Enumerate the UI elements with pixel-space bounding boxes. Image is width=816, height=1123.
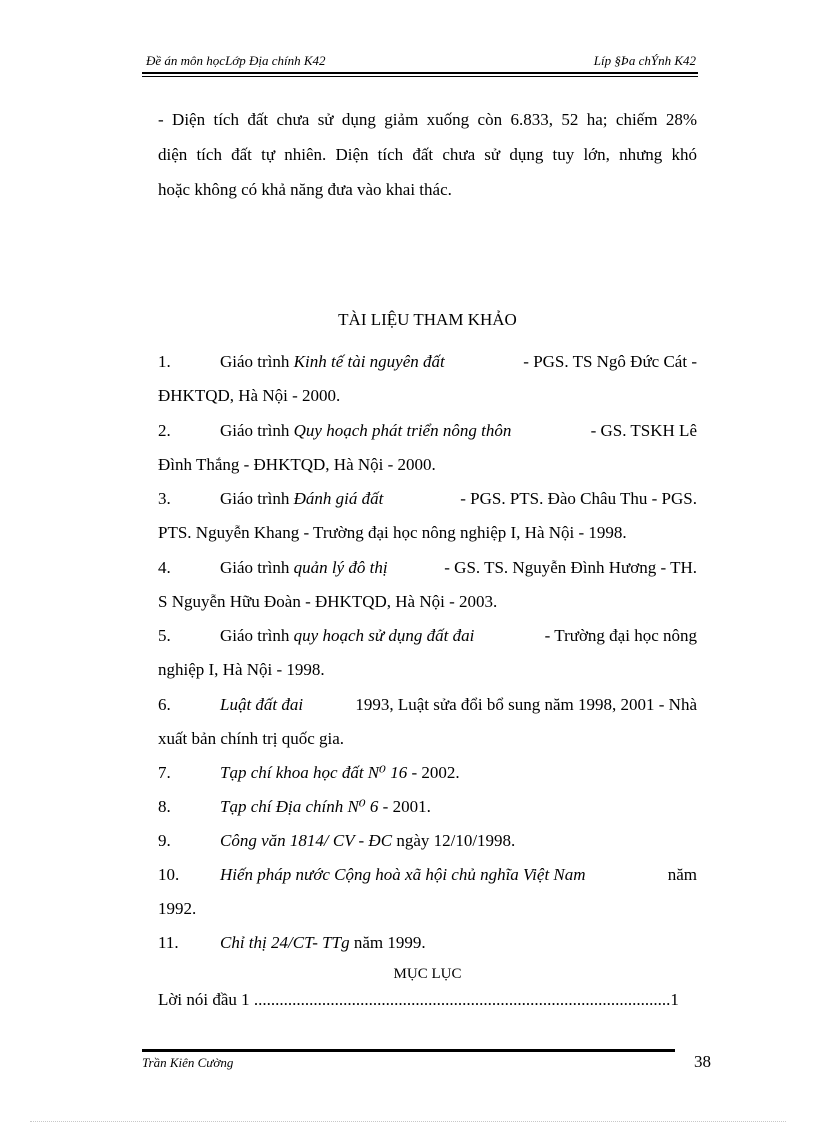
intro-line: diện tích đất tự nhiên. Diện tích đất chưa sử dụng tuy lớn, nhưng khó	[158, 145, 697, 164]
intro-line: - Diện tích đất chưa sử dụng giảm xuống còn 6.833, 52 ha; chiếm 28%	[158, 110, 697, 129]
reference-continuation: ĐHKTQD, Hà Nội - 2000.	[158, 386, 341, 405]
reference-item	[158, 926, 697, 960]
reference-number: 10.	[158, 865, 180, 884]
reference-details: - 2002.	[407, 763, 460, 782]
reference-title: Đánh giá đất	[293, 489, 384, 508]
reference-title: Tạp chí Địa chính N⁰ 6	[220, 797, 379, 816]
toc-entry: Lời nói đầu 1 ..................................................................................................1	[158, 990, 679, 1009]
reference-prefix: Giáo trình	[220, 421, 294, 440]
reference-title: Quy hoạch phát triển nông thôn	[293, 421, 512, 440]
header-right-text: Líp §Þa chÝnh K42	[593, 53, 696, 68]
toc-title: MỤC LỤC	[393, 966, 462, 982]
reference-number: 6.	[158, 695, 171, 714]
reference-details: 1993, Luật sửa đổi bổ sung năm 1998, 2001 - Nhà	[351, 695, 697, 714]
reference-item	[158, 482, 697, 550]
reference-details: ngày 12/10/1998.	[392, 831, 516, 850]
reference-prefix: Giáo trình	[220, 489, 294, 508]
header-rule	[142, 72, 698, 74]
reference-number: 5.	[158, 626, 171, 645]
reference-item	[158, 824, 697, 858]
reference-continuation: S Nguyễn Hữu Đoàn - ĐHKTQD, Hà Nội - 2003.	[158, 592, 498, 611]
reference-title: Hiến pháp nước Cộng hoà xã hội chủ nghĩa Việt Nam	[220, 865, 586, 884]
reference-continuation: nghiệp I, Hà Nội - 1998.	[158, 660, 325, 679]
reference-item	[158, 619, 697, 687]
reference-title: quy hoạch sử dụng đất đai	[293, 626, 475, 645]
footer-author: Trần Kiên Cường	[142, 1055, 234, 1070]
reference-title: quản lý đô thị	[293, 558, 388, 577]
reference-title: Tạp chí khoa học đất N⁰ 16	[220, 763, 408, 782]
reference-number: 4.	[158, 558, 171, 577]
reference-number: 11.	[158, 933, 179, 952]
page-boundary-line	[30, 1121, 786, 1122]
reference-title: Luật đất đai	[220, 695, 304, 714]
reference-prefix: Giáo trình	[220, 626, 294, 645]
reference-title: Công văn 1814/ CV - ĐC	[220, 831, 393, 850]
reference-number: 2.	[158, 421, 171, 440]
reference-details: - GS. TS. Nguyễn Đình Hương - TH.	[440, 558, 697, 577]
reference-details: năm	[663, 865, 697, 884]
reference-number: 1.	[158, 352, 171, 371]
reference-item	[158, 756, 697, 790]
reference-continuation: 1992.	[158, 899, 197, 918]
reference-continuation: PTS. Nguyễn Khang - Trường đại học nông nghiệp I, Hà Nội - 1998.	[158, 523, 627, 542]
reference-number: 7.	[158, 763, 171, 782]
header-left-text: Đề án môn họcLớp Địa chính K42	[146, 53, 326, 68]
reference-title: Chỉ thị 24/CT- TTg	[220, 933, 350, 952]
footer-rule	[142, 1049, 675, 1052]
page-number: 38	[694, 1052, 711, 1071]
reference-details: - GS. TSKH Lê	[586, 421, 697, 440]
reference-continuation: xuất bản chính trị quốc gia.	[158, 729, 345, 748]
header-rule-thin	[142, 76, 698, 77]
reference-item	[158, 790, 697, 824]
reference-number: 9.	[158, 831, 171, 850]
intro-paragraph	[158, 102, 697, 207]
reference-item	[158, 688, 697, 756]
reference-continuation: Đình Thắng - ĐHKTQD, Hà Nội - 2000.	[158, 455, 436, 474]
reference-details: - Trường đại học nông	[540, 626, 697, 645]
reference-prefix: Giáo trình	[220, 352, 294, 371]
reference-prefix: Giáo trình	[220, 558, 294, 577]
reference-details: - PGS. TS Ngô Đức Cát -	[519, 352, 697, 371]
reference-details: năm 1999.	[349, 933, 426, 952]
reference-number: 3.	[158, 489, 171, 508]
reference-number: 8.	[158, 797, 171, 816]
reference-item	[158, 345, 697, 413]
reference-item	[158, 858, 697, 926]
reference-item	[158, 414, 697, 482]
reference-item	[158, 551, 697, 619]
intro-line: hoặc không có khả năng đưa vào khai thác.	[158, 180, 452, 199]
reference-details: - 2001.	[378, 797, 431, 816]
page-header	[142, 53, 698, 75]
reference-details: - PGS. PTS. Đào Châu Thu - PGS.	[455, 489, 697, 508]
reference-title: Kinh tế tài nguyên đất	[293, 352, 445, 371]
references-title: TÀI LIỆU THAM KHẢO	[338, 310, 517, 329]
